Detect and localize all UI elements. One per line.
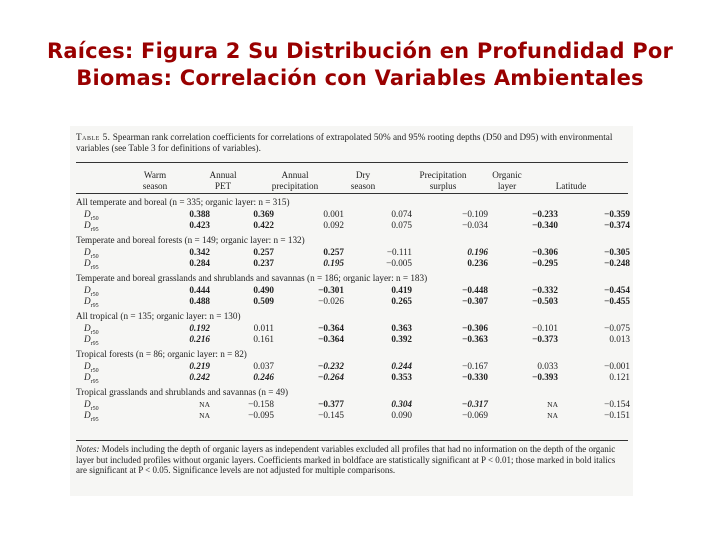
table-cell: 0.265 — [391, 296, 412, 306]
column-header-line: season — [350, 180, 376, 191]
table-row — [70, 296, 633, 307]
column-header-line: season — [142, 180, 168, 191]
table-cell: 0.033 — [537, 361, 558, 371]
notes-label: Notes: — [76, 444, 100, 454]
table-cell: 0.444 — [189, 285, 210, 295]
table-cell: 0.304 — [391, 399, 412, 409]
row-label-subscript: r95 — [90, 226, 99, 233]
table-cell: −0.005 — [386, 258, 412, 268]
table-cell: −0.317 — [461, 399, 488, 409]
table-cell: −0.264 — [317, 372, 344, 382]
table-cell: −0.248 — [604, 258, 630, 268]
table-cell: −0.454 — [604, 285, 630, 295]
table-cell: NA — [199, 400, 210, 409]
table-cell: −0.363 — [462, 334, 488, 344]
table-cell: 0.011 — [253, 323, 274, 333]
bottom-rule — [76, 440, 628, 441]
table-cell: −0.232 — [317, 361, 344, 371]
table-cell: −0.167 — [462, 361, 488, 371]
table-cell: 0.242 — [189, 372, 210, 382]
table-cell: −0.364 — [318, 334, 344, 344]
column-header-line: surplus — [429, 180, 457, 191]
table-cell: 0.488 — [189, 296, 210, 306]
table-cell: 0.490 — [253, 285, 274, 295]
table-cell: −0.001 — [604, 361, 630, 371]
table-cell: 0.075 — [391, 220, 412, 230]
table-cell: −0.364 — [318, 323, 344, 333]
top-rule — [76, 162, 628, 163]
table-cell: −0.295 — [532, 258, 558, 268]
table-cell: −0.154 — [604, 399, 630, 409]
table-cell: −0.307 — [462, 296, 488, 306]
table-cell: −0.503 — [532, 296, 558, 306]
table-cell: 0.192 — [189, 323, 210, 333]
table-cell: −0.340 — [532, 220, 558, 230]
row-label-subscript: r50 — [90, 329, 99, 336]
table-cell: −0.359 — [604, 209, 630, 219]
table-cell: −0.306 — [532, 247, 558, 257]
table-cell: 0.001 — [323, 209, 344, 219]
table-cell: −0.455 — [604, 296, 630, 306]
row-label-letter: D — [84, 258, 91, 268]
notes-text: Models including the depth of organic layers as independent variables excluded all profiles that had no information on the depth of the organic layer but included profiles without organic layers. Coefficients marked in boldface are statistically significant at P < 0.01; those marked in bold italics are significant at P < 0.05. Significance levels are not adjusted for multiple comparisons. — [76, 444, 616, 476]
row-label-subscript: r50 — [90, 405, 99, 412]
slide-title-line-1: Raíces: Figura 2 Su Distribución en Profundidad Por — [46, 39, 674, 63]
table-row — [70, 285, 633, 296]
row-label-letter: D — [84, 361, 91, 371]
column-header-line: Organic — [492, 170, 522, 180]
table-cell: −0.145 — [318, 410, 344, 420]
row-label — [84, 334, 99, 350]
row-label — [84, 410, 99, 426]
table-notes — [76, 444, 628, 476]
table-cell: −0.075 — [604, 323, 630, 333]
table-cell: 0.074 — [391, 209, 412, 219]
table-cell: NA — [199, 411, 210, 420]
column-header-line: precipitation — [271, 180, 319, 191]
table-cell: −0.158 — [248, 399, 274, 409]
table-cell: −0.095 — [248, 410, 274, 420]
table-cell: 0.161 — [253, 334, 274, 344]
table-cell: 0.284 — [189, 258, 210, 268]
group-title: Tropical forests (n = 86; organic layer: n = 82) — [76, 349, 247, 359]
table-cell: 0.509 — [253, 296, 274, 306]
header-rule — [76, 193, 628, 194]
table-cell: −0.332 — [532, 285, 558, 295]
table-cell: 0.388 — [189, 209, 210, 219]
row-label — [84, 296, 99, 312]
table-cell: 0.353 — [391, 372, 412, 382]
table-cell: −0.306 — [462, 323, 488, 333]
column-header-line: Annual — [281, 170, 309, 180]
table-cell: 0.257 — [323, 247, 344, 257]
column-header — [188, 170, 258, 191]
row-label-subscript: r95 — [90, 340, 99, 347]
row-label-subscript: r95 — [90, 378, 99, 385]
table-cell: −0.374 — [604, 220, 630, 230]
table-cell: −0.373 — [532, 334, 558, 344]
column-header-line: layer — [497, 180, 517, 191]
table-cell: NA — [547, 400, 558, 409]
row-label-letter: D — [84, 285, 91, 295]
group-title: All temperate and boreal (n = 335; organic layer: n = 315) — [76, 197, 290, 207]
table-cell: NA — [547, 411, 558, 420]
table-row — [70, 410, 633, 421]
row-label — [84, 372, 99, 388]
column-header-line: Dry — [355, 170, 371, 180]
table-label: Table 5. — [76, 132, 111, 142]
table-row — [70, 361, 633, 372]
table-cell: 0.363 — [391, 323, 412, 333]
table-row — [70, 247, 633, 258]
table-cell: 0.196 — [467, 247, 488, 257]
column-header-line: Warm — [143, 170, 167, 180]
slide-title — [0, 38, 720, 92]
row-label-subscript: r50 — [90, 367, 99, 374]
table-row — [70, 372, 633, 383]
table-cell: −0.026 — [318, 296, 344, 306]
table-caption-text: Spearman rank correlation coefficients for correlations of extrapolated 50% and 95% rooting depths (D50 and D95) with environmental variables (see Table 3 for definitions of variables). — [76, 132, 613, 153]
group-title: Tropical grasslands and shrublands and savannas (n = 49) — [76, 387, 289, 397]
table-cell: 0.257 — [253, 247, 274, 257]
column-header — [328, 170, 398, 191]
table-cell: 0.236 — [467, 258, 488, 268]
column-header-line — [536, 170, 606, 181]
group-title: Temperate and boreal forests (n = 149; organic layer: n = 132) — [76, 235, 305, 245]
group-title: Temperate and boreal grasslands and shrublands and savannas (n = 186; organic layer: n = 183) — [76, 273, 428, 283]
table-cell: 0.244 — [391, 361, 412, 371]
column-header — [260, 170, 330, 191]
row-label-subscript: r50 — [90, 291, 99, 298]
table-cell: 0.237 — [253, 258, 274, 268]
table-cell: −0.393 — [532, 372, 558, 382]
table-cell: −0.448 — [462, 285, 488, 295]
row-label-letter: D — [84, 399, 91, 409]
table-cell: 0.216 — [189, 334, 210, 344]
row-label-letter: D — [84, 209, 91, 219]
table-image — [70, 126, 633, 496]
column-header-line: PET — [214, 180, 232, 191]
column-header-line: Annual — [209, 170, 237, 180]
table-row — [70, 334, 633, 345]
table-row — [70, 220, 633, 231]
row-label-letter: D — [84, 334, 91, 344]
table-cell: 0.121 — [609, 372, 630, 382]
column-header — [408, 170, 478, 191]
table-cell: 0.013 — [609, 334, 630, 344]
table-cell: −0.330 — [462, 372, 488, 382]
slide-title-line-2: Biomas: Correlación con Variables Ambientales — [76, 66, 644, 90]
table-cell: −0.109 — [462, 209, 488, 219]
table-cell: 0.422 — [253, 220, 274, 230]
table-cell: 0.037 — [253, 361, 274, 371]
table-cell: −0.305 — [604, 247, 630, 257]
table-row — [70, 323, 633, 334]
column-header-line: Precipitation — [419, 170, 467, 180]
table-cell: 0.092 — [323, 220, 344, 230]
table-cell: 0.419 — [391, 285, 412, 295]
table-cell: −0.151 — [604, 410, 630, 420]
table-cell: −0.034 — [462, 220, 488, 230]
row-label-letter: D — [84, 247, 91, 257]
table-cell: 0.392 — [391, 334, 412, 344]
table-cell: −0.233 — [532, 209, 558, 219]
row-label — [84, 258, 99, 274]
table-cell: 0.369 — [253, 209, 274, 219]
table-cell: 0.342 — [189, 247, 210, 257]
row-label-subscript: r50 — [90, 253, 99, 260]
table-cell: 0.090 — [391, 410, 412, 420]
table-cell: −0.069 — [462, 410, 488, 420]
row-label-letter: D — [84, 372, 91, 382]
table-cell: −0.301 — [318, 285, 344, 295]
row-label-subscript: r95 — [90, 264, 99, 271]
row-label-subscript: r50 — [90, 215, 99, 222]
table-cell: 0.195 — [323, 258, 344, 268]
row-label-letter: D — [84, 296, 91, 306]
table-cell: 0.423 — [189, 220, 210, 230]
row-label-letter: D — [84, 323, 91, 333]
table-cell: −0.111 — [386, 247, 412, 257]
table-cell: −0.377 — [318, 399, 344, 409]
row-label-letter: D — [84, 410, 91, 420]
table-row — [70, 399, 633, 410]
group-title: All tropical (n = 135; organic layer: n = 130) — [76, 311, 241, 321]
column-header — [120, 170, 190, 191]
table-cell: 0.246 — [253, 372, 274, 382]
table-caption — [76, 132, 628, 154]
column-header — [536, 170, 606, 191]
row-label-subscript: r95 — [90, 416, 99, 423]
row-label-subscript: r95 — [90, 302, 99, 309]
table-row — [70, 258, 633, 269]
column-header-line: Latitude — [555, 180, 587, 191]
table-row — [70, 209, 633, 220]
row-label-letter: D — [84, 220, 91, 230]
table-cell: 0.219 — [189, 361, 210, 371]
row-label — [84, 220, 99, 236]
table-cell: −0.101 — [532, 323, 558, 333]
column-header — [472, 170, 542, 191]
